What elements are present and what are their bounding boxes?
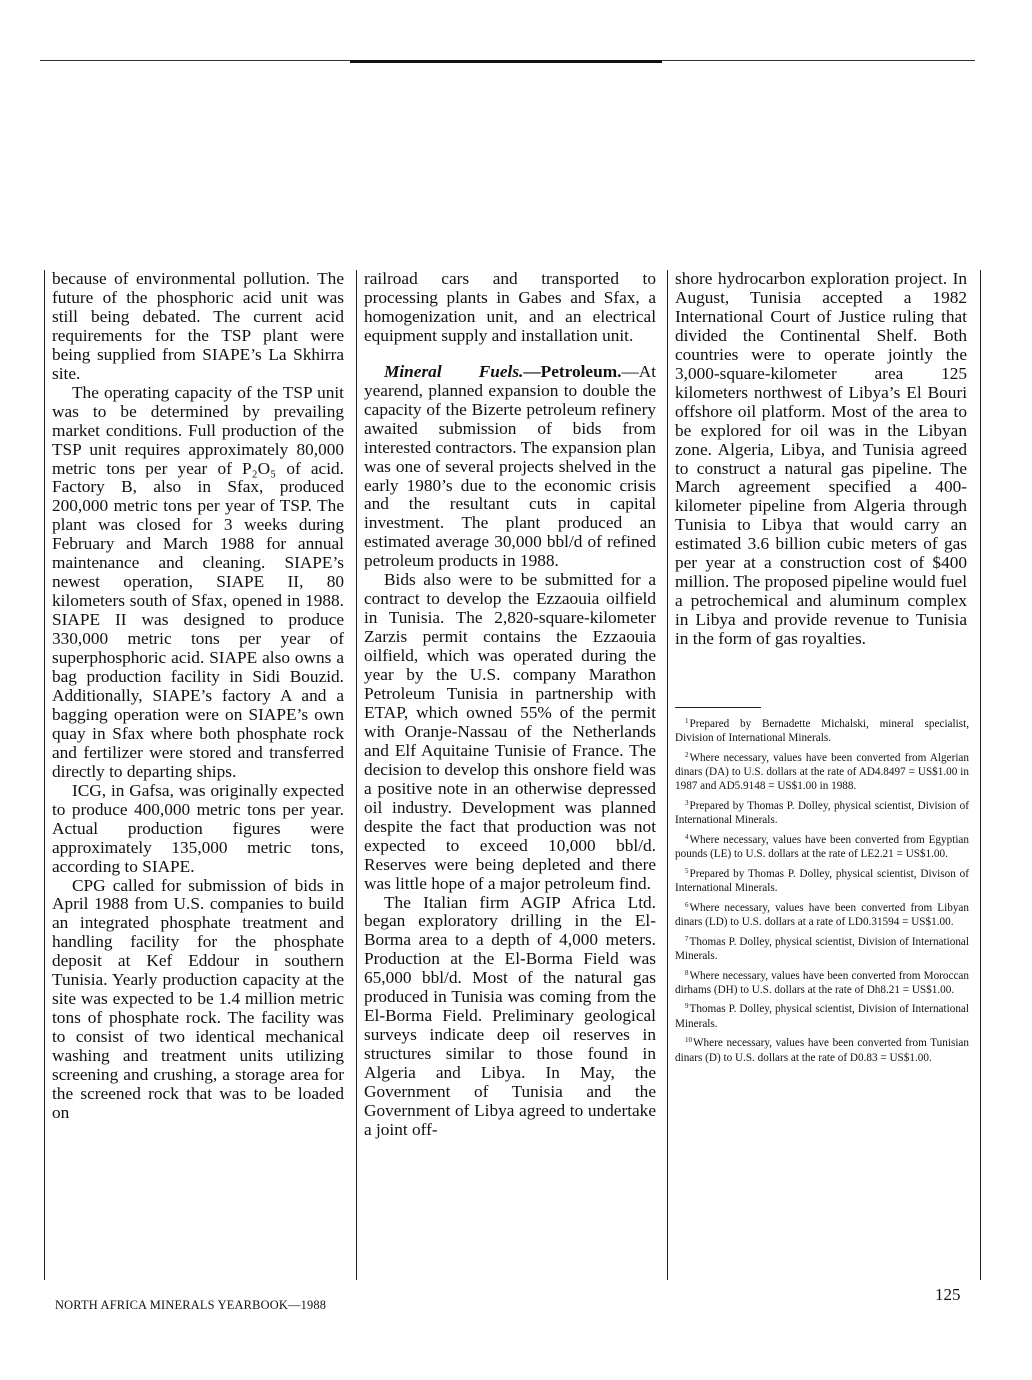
- footnote-text: Where necessary, values have been converted from Tunisian dinars (D) to U.S. dollars at the rate of D0.83 = US$1.00.: [675, 1037, 969, 1064]
- footnote-number: 4: [685, 832, 689, 841]
- column-rule-left: [44, 270, 45, 1280]
- footnote: [675, 999, 969, 1030]
- running-footer-title: NORTH AFRICA MINERALS YEARBOOK—1988: [55, 1298, 327, 1312]
- column-rule-1: [356, 270, 357, 1280]
- footnote: [675, 898, 969, 929]
- footnote-number: 10: [685, 1036, 692, 1045]
- footnote-text: Where necessary, values have been converted from Libyan dinars (LD) to U.S. dollars at a rate of LD0.31594 = US$1.00.: [675, 901, 969, 928]
- footnote-text: Where necessary, values have been converted from Egyptian pounds (LE) to U.S. dollars at the rate of LE2.21 = US$1.00.: [675, 833, 969, 861]
- footnote: [675, 932, 969, 963]
- footnote: [675, 830, 969, 861]
- paragraph-text: —At yearend, planned expansion to double the capacity of the Bizerte petroleum refinery awaited submission of bids from interested contractors. The expansion plan was one of several projects shelved in the early 1980’s due to the economic crisis and the resultant cuts in capital investment. The plant produced an estimated average 30,000 bbl/d of refined petroleum products in 1988.: [364, 361, 656, 571]
- text-column-1: [52, 270, 344, 1123]
- paragraph: The operating capacity of the TSP unit was to be determined by prevailing market conditions. Full production of the TSP unit requires approximately 80,000 metric tons per year of P₂O₅ of acid. Factory B, also in Sfax, produced 200,000 metric tons per year of TSP. The plant was closed for 3 weeks during February and March 1988 for annual maintenance and cleaning. SIAPE’s newest operation, SIAPE II, 80 kilometers south of Sfax, opened in 1988. SIAPE II was designed to produce 330,000 metric tons per year of superphosphoric acid. SIAPE also owns a bag production facility in Sidi Bouzid. Additionally, SIAPE’s factory A and a bagging operation were on SIAPE’s own quay in Sfax where both phosphate rock and fertilizer were stored and transferred directly to departing ships.: [52, 382, 344, 781]
- footnote: [675, 864, 969, 895]
- paragraph: Bids also were to be submitted for a contract to develop the Ezzaouia oilfield in Tunisia. The 2,820-square-kilometer Zarzis permit contains the Ezzaouia oilfield, which was operated during the year by the U.S. company Marathon Petroleum Tunisia in partnership with ETAP, which owned 55% of the permit with Oranje-Nassau of the Netherlands and Elf Aquitaine Tunisie of France. The decision to develop this onshore field was a positive note in an otherwise depressed oil industry. Development was planned despite the fact that production was not expected to exceed 10,000 bbl/d. Reserves were being depleted and there was little hope of a major petroleum find.: [364, 570, 656, 893]
- footnote: [675, 714, 969, 745]
- page-number: 125: [935, 1285, 961, 1304]
- text-column-2: [364, 270, 656, 1140]
- footnotes: [675, 714, 969, 1067]
- paragraph: because of environmental pollution. The future of the phosphoric acid unit was still being debated. The current acid requirements for the TSP plant were being supplied from SIAPE’s La Skhirra site.: [52, 269, 344, 383]
- paragraph: shore hydrocarbon exploration project. In August, Tunisia accepted a 1982 International Court of Justice ruling that divided the Continental Shelf. Both countries were to operate jointly the 3,000-square-kilometer area 125 kilometers northwest of Libya’s El Bouri offshore oil platform. Most of the area to be explored for oil was in the Libyan zone. Algeria, Libya, and Tunisia agreed to construct a natural gas pipeline. The March agreement specified a 400-kilometer pipeline from Algeria through Tunisia to Libya that would carry an estimated 3.6 billion cubic meters of gas per year at a construction cost of $400 million. The proposed pipeline would fuel a petrochemical and aluminum complex in Libya and provide revenue to Tunisia in the form of gas royalties.: [675, 269, 967, 649]
- footnote-number: 8: [685, 968, 689, 977]
- footnote-number: 9: [685, 1002, 689, 1011]
- footnote-text: Prepared by Thomas P. Dolley, physical scientist, Divison of International Minerals.: [675, 867, 969, 895]
- footnote-number: 7: [685, 934, 689, 943]
- paragraph: CPG called for submission of bids in April 1988 from U.S. companies to build an integrated phosphate treatment and handling facility for the phosphate deposit at Kef Eddour in southern Tunisia. Yearly production capacity at the site was expected to be 1.4 million metric tons of phosphate rock. The facility was to consist of two identical mechanical washing and treatment units utilizing screening and crushing, a storage area for the screened rock that was to be loaded on: [52, 875, 344, 1122]
- footnote-number: 6: [685, 900, 689, 909]
- text-column-3: [675, 270, 967, 649]
- subsection-heading-petroleum: —Petroleum.: [523, 361, 622, 381]
- footnote-text: Where necessary, values have been converted from Moroccan dirhams (DH) to U.S. dollars at the rate of Dh8.21 = US$1.00.: [675, 969, 969, 996]
- footnote-rule: [675, 707, 761, 708]
- footnote-number: 3: [685, 799, 689, 808]
- column-rule-right: [980, 270, 981, 1280]
- footnote-text: Prepared by Thomas P. Dolley, physical scientist, Division of International Minerals.: [675, 800, 969, 827]
- footnote-text: Where necessary, values have been converted from Algerian dinars (DA) to U.S. dollars at the rate of AD4.8497 = US$1.00 in 1987 and AD5.9148 = US$1.00 in 1988.: [675, 751, 969, 793]
- paragraph: The Italian firm AGIP Africa Ltd. began exploratory drilling in the El-Borma area to a depth of 4,000 meters. Production at the El-Borma Field was 65,000 bbl/d. Most of the natural gas produced in Tunisia was coming from the El-Borma Field. Preliminary geological surveys indicate deep oil reserves in structures similar to those found in Algeria and Libya. In May, the Government of Tunisia and the Government of Libya agreed to undertake a joint off-: [364, 892, 656, 1139]
- paragraph: ICG, in Gafsa, was originally expected to produce 400,000 metric tons per year. Actual production figures were approximately 135,000 metric tons, according to SIAPE.: [52, 780, 344, 876]
- footnote-text: Thomas P. Dolley, physical scientist, Division of International Minerals.: [675, 935, 969, 962]
- footnote-text: Thomas P. Dolley, physical scientist, Division of International Minerals.: [675, 1003, 969, 1030]
- footnote-number: 2: [685, 750, 689, 759]
- footnote-text: Prepared by Bernadette Michalski, mineral specialist, Division of International Minerals.: [675, 718, 969, 745]
- footnote-number: 1: [685, 717, 689, 725]
- top-rule-accent: [350, 60, 662, 63]
- footnote: [675, 966, 969, 997]
- footnote: [675, 796, 969, 827]
- section-paragraph-mineral-fuels: [364, 363, 656, 571]
- footnote: [675, 748, 969, 794]
- column-rule-2: [667, 270, 668, 1280]
- section-heading-mineral-fuels: Mineral Fuels.: [384, 361, 524, 381]
- paragraph: railroad cars and transported to processing plants in Gabes and Sfax, a homogenization unit, and an electrical equipment supply and installation unit.: [364, 269, 656, 345]
- footnote: [675, 1033, 969, 1064]
- footnote-number: 5: [685, 866, 689, 875]
